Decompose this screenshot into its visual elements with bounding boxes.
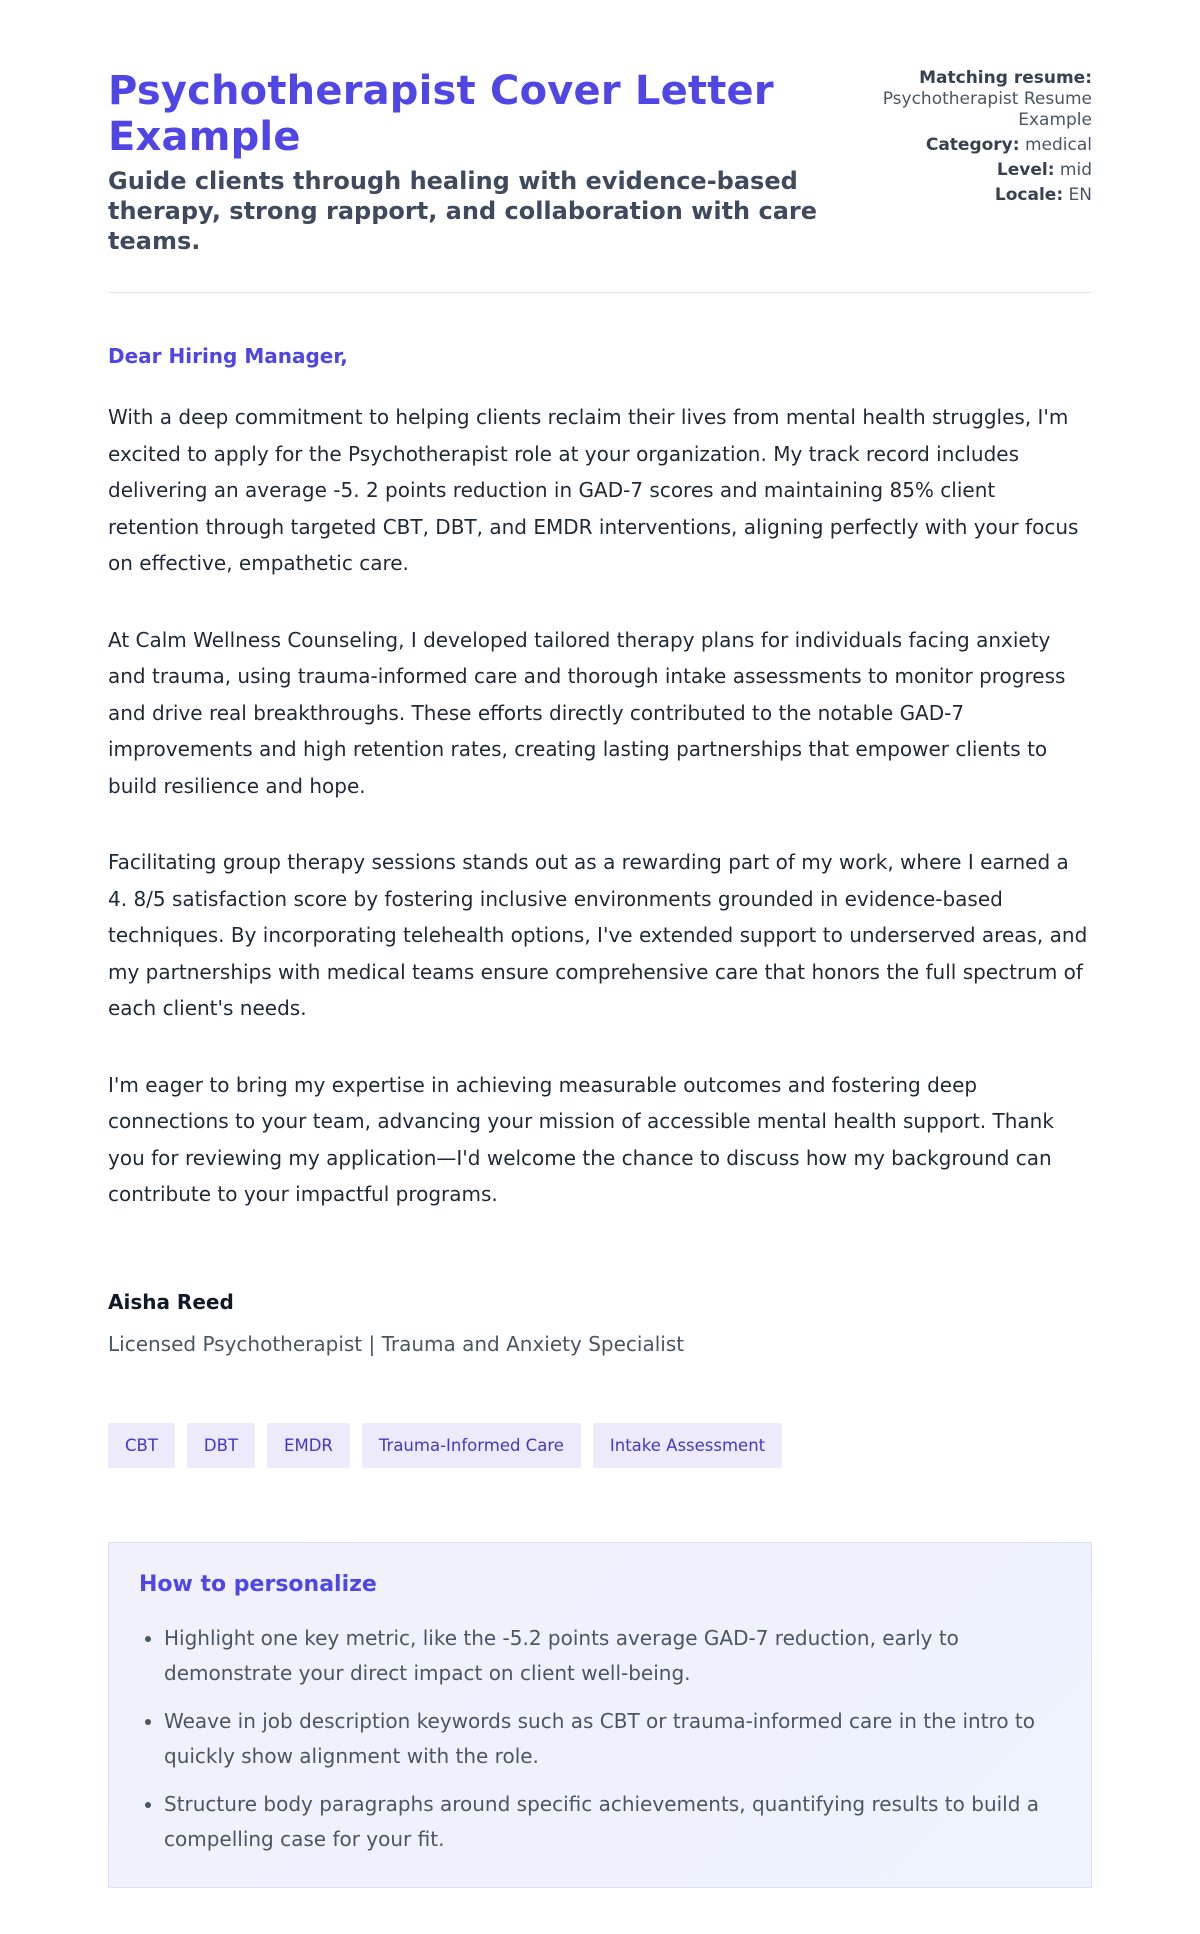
tips-title: How to personalize <box>139 1571 377 1597</box>
meta-category <box>863 135 1092 156</box>
skill-tags <box>108 1423 1092 1468</box>
signature-title: Licensed Psychotherapist | Trauma and Anxiety Specialist <box>108 1331 685 1356</box>
page-header <box>108 68 1092 293</box>
tips-list <box>139 1621 1061 1857</box>
meta-level <box>863 160 1092 181</box>
meta-matching-resume-value: Psychotherapist Resume Example <box>882 89 1092 130</box>
letter-paragraph-4: I'm eager to bring my expertise in achieving measurable outcomes and fostering deep connections to your team, advancing your mission of accessible mental health support. Thank you for reviewing my application—I'd welcome the chance to discuss how my background can contribute to your impactful programs. <box>108 1072 1054 1206</box>
skill-tag: CBT <box>108 1423 175 1468</box>
page-title: Psychotherapist Cover Letter Example <box>108 68 774 160</box>
meta-category-label: Category: <box>925 135 1020 155</box>
signature-name: Aisha Reed <box>108 1289 234 1314</box>
letter-paragraph-3: Facilitating group therapy sessions stands out as a rewarding part of my work, where I earned a 4. 8/5 satisfaction score by fostering inclusive environments grounded in evidence-based techniques. By incorporating telehealth options, I've extended support to underserved areas, and my partnerships with medical teams ensure comprehensive care that honors the full spectrum of each client's needs. <box>108 850 1088 1020</box>
tip-item: • Highlight one key metric, like the -5.2 points average GAD-7 reduction, early to demonstrate your direct impact on client well-being. <box>164 1621 1061 1691</box>
meta-locale-value: EN <box>1068 185 1092 205</box>
skill-tag: DBT <box>187 1423 255 1468</box>
meta-matching-resume <box>863 68 1092 131</box>
letter-paragraph-2: At Calm Wellness Counseling, I developed tailored therapy plans for individuals facing anxiety and trauma, using trauma-informed care and thorough intake assessments to monitor progress and drive real breakthroughs. These efforts directly contributed to the notable GAD-7 improvements and high retention rates, creating lasting partnerships that empower clients to build resilience and hope. <box>108 627 1066 798</box>
tip-item: • Structure body paragraphs around specific achievements, quantifying results to build a compelling case for your fit. <box>164 1787 1061 1857</box>
signature-block <box>108 1289 1092 1357</box>
meta-category-value: medical <box>1024 135 1092 155</box>
skill-tag: EMDR <box>267 1423 350 1468</box>
meta-matching-resume-label: Matching resume: <box>919 68 1092 88</box>
skill-tag: Intake Assessment <box>593 1423 782 1468</box>
meta-level-label: Level: <box>996 160 1055 180</box>
meta-locale-label: Locale: <box>994 185 1064 205</box>
meta-locale <box>863 185 1092 206</box>
letter-paragraph-1: With a deep commitment to helping clients reclaim their lives from mental health struggles, I'm excited to apply for the Psychotherapist role at your organization. My track record includes delivering an average -5. 2 points reduction in GAD-7 scores and maintaining 85% client retention through targeted CBT, DBT, and EMDR interventions, aligning perfectly with your focus on effective, empathetic care. <box>108 405 1079 575</box>
tip-item: • Weave in job description keywords such as CBT or trauma-informed care in the intro to quickly show alignment with the role. <box>164 1704 1061 1774</box>
meta-panel <box>863 68 1092 210</box>
title-block <box>108 68 863 256</box>
meta-level-value: mid <box>1059 160 1092 180</box>
personalize-tips-box <box>108 1542 1092 1888</box>
page-subtitle: Guide clients through healing with evidence-based therapy, strong rapport, and collaboration with care teams. <box>108 167 818 255</box>
skill-tag: Trauma-Informed Care <box>362 1423 581 1468</box>
letter-body <box>108 343 1092 1357</box>
salutation: Dear Hiring Manager, <box>108 344 348 368</box>
